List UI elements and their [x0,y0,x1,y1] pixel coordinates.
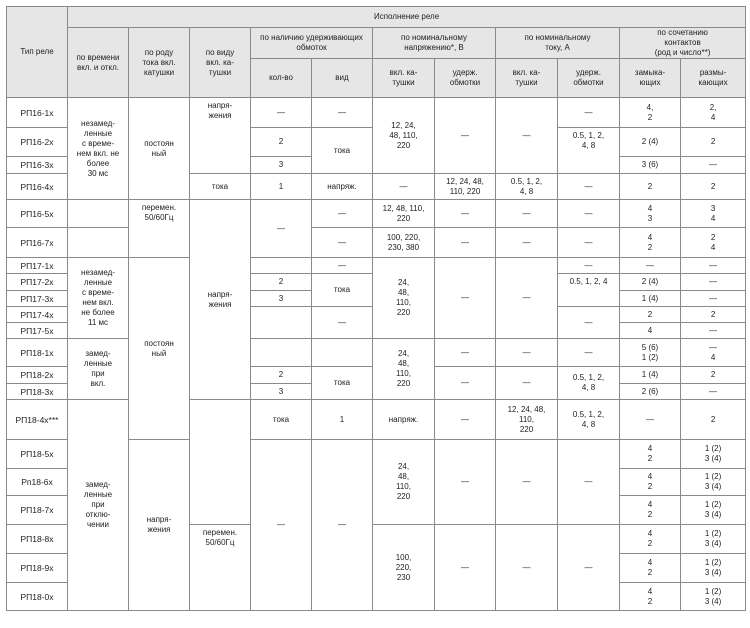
relay-name: РП16-2х [7,128,68,157]
breaking-cell: 1 (2) 3 (4) [681,469,746,496]
voltage-on-cell: 12, 48, 110, 220 [373,200,435,228]
holding-kind-cell: тока [312,128,373,174]
time-cell: незамед- ленные с време- нем вкл. не более 30 мс [68,98,129,200]
voltage-hold-cell: — [435,200,496,228]
making-cell: 2 [620,174,681,200]
holding-count-cell: 2 [251,367,312,384]
breaking-cell: — [681,157,746,174]
holding-count-cell: 2 [251,128,312,157]
header-by-contacts: по сочетанию контактов (род и число**) [620,28,746,59]
making-cell: 4 2 [620,583,681,611]
relay-name: РП17-5х [7,323,68,339]
voltage-hold-cell: — [435,525,496,611]
making-cell: 4 2 [620,469,681,496]
voltage-on-cell: — [373,174,435,200]
holding-kind-cell: — [312,228,373,258]
relay-name: РП18-0х [7,583,68,611]
header-by-coil-type: по виду вкл. ка- тушки [190,28,251,98]
voltage-on-cell: 24, 48, 110, 220 [373,440,435,525]
making-cell: 4 2 [620,440,681,469]
holding-kind-cell: напряж. [312,174,373,200]
making-cell: 5 (6) 1 (2) [620,339,681,367]
header-hold-winding-voltage: удерж. обмотки [435,59,496,98]
current-on-cell: 0.5, 1, 2, 4, 8 [496,174,558,200]
relay-name: РП18-5х [7,440,68,469]
holding-kind-cell: — [312,258,373,274]
header-making: замыка- ющих [620,59,681,98]
header-by-holding: по наличию удерживающих обмоток [251,28,373,59]
header-by-voltage: по номинальному напряжению*, В [373,28,496,59]
making-cell: 4 [620,323,681,339]
making-cell: 1 (4) [620,291,681,307]
breaking-cell: 1 (2) 3 (4) [681,525,746,554]
voltage-on-cell: 24, 48, 110, 220 [373,339,435,400]
holding-count-cell-empty [251,258,312,274]
header-hold-winding-current: удерж. обмотки [558,59,620,98]
current-hold-cell: — [558,525,620,611]
current-on-cell: — [496,98,558,174]
voltage-on-cell: 24, 48, 110, 220 [373,258,435,339]
relay-name: РП18-3х [7,384,68,400]
holding-kind-cell: — [312,307,373,339]
current-on-cell: — [496,339,558,367]
header-kind: вид [312,59,373,98]
breaking-cell: 1 (2) 3 (4) [681,496,746,525]
breaking-cell: 1 (2) 3 (4) [681,583,746,611]
holding-count-cell: — [251,98,312,128]
current-hold-cell: — [558,339,620,367]
relay-name: РП17-2х [7,274,68,291]
making-cell: 4 2 [620,496,681,525]
relay-name: РП16-3х [7,157,68,174]
coil-current-cell: перемен. 50/60Гц [190,525,251,611]
making-cell: 2 (4) [620,128,681,157]
voltage-hold-cell: — [435,339,496,367]
header-breaking: размы- кающих [681,59,746,98]
breaking-cell: 3 4 [681,200,746,228]
holding-count-cell: 2 [251,274,312,291]
current-on-cell: — [496,440,558,525]
coil-type-cell: тока [251,400,312,440]
relay-name: РП18-4х*** [7,400,68,440]
voltage-hold-cell: — [435,258,496,339]
holding-count-cell: 3 [251,157,312,174]
coil-current-cell-empty [190,400,251,525]
breaking-cell: 1 (2) 3 (4) [681,554,746,583]
relay-spec-table [6,6,746,611]
holding-count-cell: 1 [251,174,312,200]
time-cell: замед- ленные при вкл. [68,339,129,400]
current-on-cell: — [496,200,558,228]
relay-name: РП18-9х [7,554,68,583]
current-hold-cell: — [558,174,620,200]
coil-current-cell: постоян ный [129,258,190,440]
time-cell: замед- ленные при отклю- чении [68,400,129,611]
voltage-hold-cell: 12, 24, 48, 110, 220 [496,400,558,440]
making-cell: 2 (4) [620,274,681,291]
breaking-cell: — [681,323,746,339]
header-by-time: по времени вкл. и откл. [68,28,129,98]
breaking-cell: 2 4 [681,228,746,258]
current-hold-cell: — [558,440,620,525]
breaking-cell: — [681,291,746,307]
holding-kind-cell: — [312,98,373,128]
current-on-cell: — [496,228,558,258]
voltage-on-cell: 100, 220, 230, 380 [373,228,435,258]
holding-count-cell: — [251,440,312,611]
relay-name: РП16-5х [7,200,68,228]
header-by-coil-current: по роду тока вкл. катушки [129,28,190,98]
time-cell: незамед- ленные с време- нем вкл. не более 11 мс [68,258,129,339]
relay-name: РП18-1х [7,339,68,367]
making-cell: 1 (4) [620,367,681,384]
header-relay-type: Тип реле [7,7,68,98]
relay-name: РП17-3х [7,291,68,307]
breaking-cell: 2, 4 [681,98,746,128]
relay-name: Рп18-6х [7,469,68,496]
voltage-on-cell: 12, 24, 48, 110, 220 [373,98,435,174]
breaking-cell: — [681,258,746,274]
current-hold-cell: 0.5, 1, 2, 4 [558,274,620,307]
making-cell: 3 (6) [620,157,681,174]
making-cell: 2 (6) [620,384,681,400]
current-hold-cell: — [620,400,681,440]
header-on-coil-voltage: вкл. ка- тушки [373,59,435,98]
coil-type-cell: напря- жения [190,98,251,174]
breaking-cell: 2 [681,174,746,200]
current-hold-cell: — [558,98,620,128]
current-on-cell: — [496,258,558,339]
holding-kind-cell: тока [312,367,373,400]
holding-kind-cell: — [312,200,373,228]
voltage-on-cell: 100, 220, 230 [373,525,435,611]
header-on-coil-current: вкл. ка- тушки [496,59,558,98]
coil-type-cell: напря- жения [129,440,190,611]
header-by-current: по номинальному току, А [496,28,620,59]
relay-name: РП16-1х [7,98,68,128]
voltage-hold-cell: 12, 24, 48, 110, 220 [435,174,496,200]
making-cell: 4 3 [620,200,681,228]
holding-kind-cell: — [312,440,373,611]
breaking-cell: — 4 [681,339,746,367]
relay-name: РП18-7х [7,496,68,525]
holding-kind-cell: тока [312,274,373,307]
current-on-cell: — [496,525,558,611]
relay-name: РП16-4х [7,174,68,200]
header-execution: Исполнение реле [68,7,746,28]
breaking-cell: 2 [681,367,746,384]
breaking-cell: — [681,274,746,291]
voltage-hold-cell: — [435,98,496,174]
relay-name: РП17-1х [7,258,68,274]
header-count: кол-во [251,59,312,98]
breaking-cell: 2 [681,128,746,157]
current-on-cell: — [496,367,558,400]
relay-name: РП18-8х [7,525,68,554]
holding-count-cell-empty [251,307,312,339]
time-cell-empty [68,200,129,228]
current-hold-cell: 0.5, 1, 2, 4, 8 [558,367,620,400]
coil-type-cell: тока [190,174,251,200]
current-hold-cell: 0.5, 1, 2, 4, 8 [558,128,620,174]
breaking-cell: 1 (2) 3 (4) [681,440,746,469]
making-cell: 4 2 [620,554,681,583]
holding-kind-cell: напряж. [373,400,435,440]
holding-count-cell-empty [251,339,312,367]
making-cell: 4 2 [620,525,681,554]
current-hold-cell: — [558,307,620,339]
voltage-hold-cell: — [435,367,496,400]
voltage-hold-cell: — [435,440,496,525]
coil-current-cell: постоян ный [129,98,190,200]
voltage-hold-cell: — [435,228,496,258]
relay-name: РП17-4х [7,307,68,323]
breaking-cell: 2 [681,307,746,323]
current-hold-cell: — [558,258,620,274]
holding-count-cell: 1 [312,400,373,440]
voltage-on-cell: — [435,400,496,440]
breaking-cell: — [681,384,746,400]
relay-name: РП16-7х [7,228,68,258]
making-cell: 4, 2 [620,98,681,128]
holding-kind-cell-empty [312,339,373,367]
relay-name: РП18-2х [7,367,68,384]
current-on-cell: 0.5, 1, 2, 4, 8 [558,400,620,440]
making-cell: 2 [620,307,681,323]
making-cell: 4 2 [620,228,681,258]
time-cell-empty [68,228,129,258]
holding-count-cell: 3 [251,291,312,307]
coil-current-cell: перемен. 50/60Гц [129,200,190,258]
holding-count-cell: 3 [251,384,312,400]
making-cell: — [620,258,681,274]
making-cell: 2 [681,400,746,440]
current-hold-cell: — [558,228,620,258]
coil-type-cell: напря- жения [190,200,251,400]
holding-count-cell: — [251,200,312,258]
current-hold-cell: — [558,200,620,228]
